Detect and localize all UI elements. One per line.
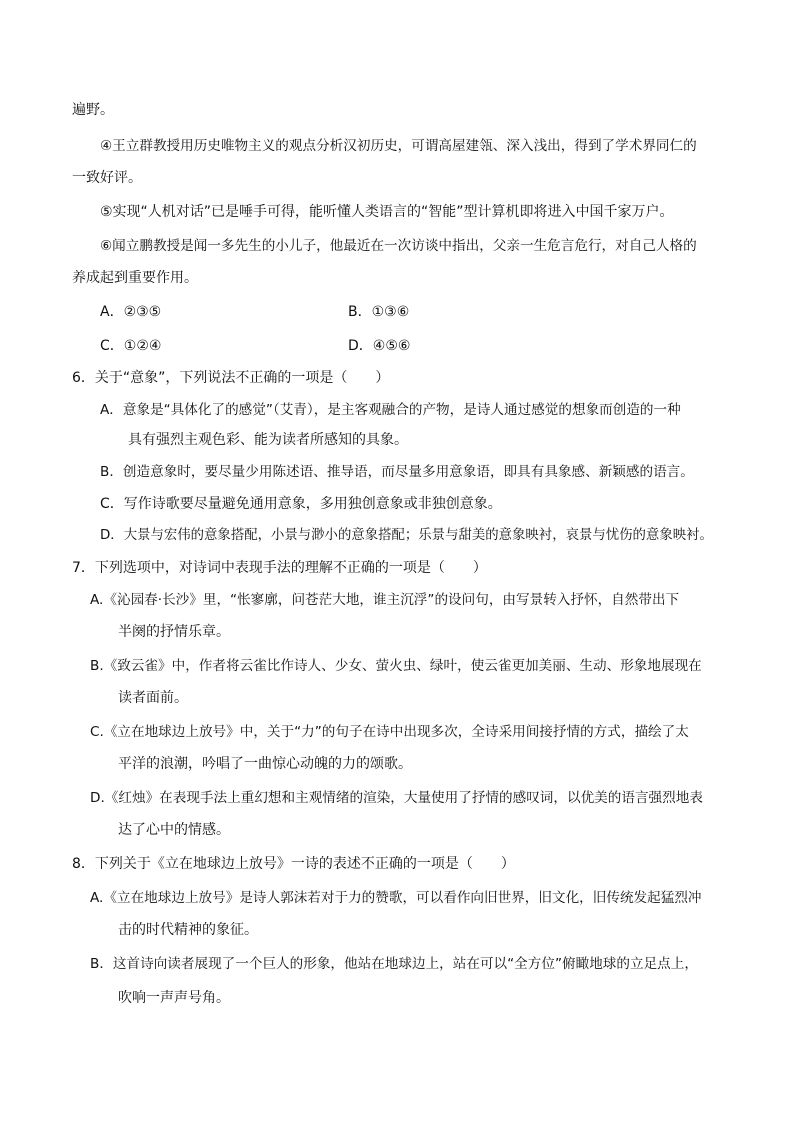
q6-option-a[interactable]: A．意象是“具体化了的感觉”（艾青），是主客观融合的产物，是诗人通过感觉的想象而创造的一种 [100,402,681,418]
sentence-4: ④王立群教授用历史唯物主义的观点分析汉初历史，可谓高屋建瓴、深入浅出，得到了学术界同仁的 [100,138,697,154]
text-line: 一致好评。 [72,170,142,186]
q8-option-a-cont: 击的时代精神的象征。 [118,922,258,938]
question-7-stem: 7．下列选项中，对诗词中表现手法的理解不正确的一项是（ ） [72,560,487,576]
q6-option-d[interactable]: D．大景与宏伟的意象搭配，小景与渺小的意象搭配；乐景与甜美的意象映衬，哀景与忧伤的意象映衬。 [100,528,713,543]
q7-option-a-cont: 半阕的抒情乐章。 [118,624,230,640]
q8-option-b[interactable]: B．这首诗向读者展现了一个巨人的形象，他站在地球边上，站在可以“全方位”俯瞰地球的立足点上， [90,956,698,972]
q8-option-b-cont: 吹响一声声号角。 [118,990,230,1006]
q5-option-a[interactable]: A．②③⑤ [100,304,162,320]
q5-option-b[interactable]: B．①③⑥ [348,304,410,320]
q5-option-d[interactable]: D．④⑤⑥ [348,338,411,354]
sentence-5: ⑤实现“人机对话”已是唾手可得，能听懂人类语言的“智能”型计算机即将进入中国千家万户。 [100,204,674,220]
q7-option-c-cont: 平洋的浪潮，吟唱了一曲惊心动魄的力的颂歌。 [118,756,412,772]
question-8-stem: 8．下列关于《立在地球边上放号》一诗的表述不正确的一项是（ ） [72,856,515,872]
q5-option-c[interactable]: C．①②④ [100,338,162,354]
text-line: 养成起到重要作用。 [72,270,198,286]
q6-option-b[interactable]: B．创造意象时，要尽量少用陈述语、推导语，而尽量多用意象语，即具有具象感、新颖感的语言。 [100,464,694,480]
q7-option-b-cont: 读者面前。 [118,690,188,706]
q7-option-b[interactable]: B.《致云雀》中，作者将云雀比作诗人、少女、萤火虫、绿叶，使云雀更加美丽、生动、形象地展现在 [90,658,702,674]
q7-option-d[interactable]: D.《红烛》在表现手法上重幻想和主观情绪的渲染，大量使用了抒情的感叹词，以优美的语言强烈地表 [90,790,703,806]
text-line: 遍野。 [72,102,114,118]
sentence-6: ⑥闻立鹏教授是闻一多先生的小儿子，他最近在一次访谈中指出，父亲一生危言危行，对自己人格的 [100,238,697,254]
q7-option-a[interactable]: A.《沁园春·长沙》里，“怅寥廓，问苍茫大地，谁主沉浮”的设问句，由写景转入抒怀，自然带出下 [90,592,680,608]
q7-option-d-cont: 达了心中的情感。 [118,822,230,838]
q8-option-a[interactable]: A.《立在地球边上放号》是诗人郭沫若对于力的赞歌，可以看作向旧世界，旧文化，旧传统发起猛烈冲 [90,890,702,906]
question-6-stem: 6．关于“意象”，下列说法不正确的一项是（ ） [72,370,390,386]
q6-option-a-cont: 具有强烈主观色彩、能为读者所感知的具象。 [128,432,408,448]
q6-option-c[interactable]: C．写作诗歌要尽量避免通用意象，多用独创意象或非独创意象。 [100,496,502,512]
q7-option-c[interactable]: C.《立在地球边上放号》中，关于“力”的句子在诗中出现多次，全诗采用间接抒情的方式，描绘了太 [90,724,689,740]
